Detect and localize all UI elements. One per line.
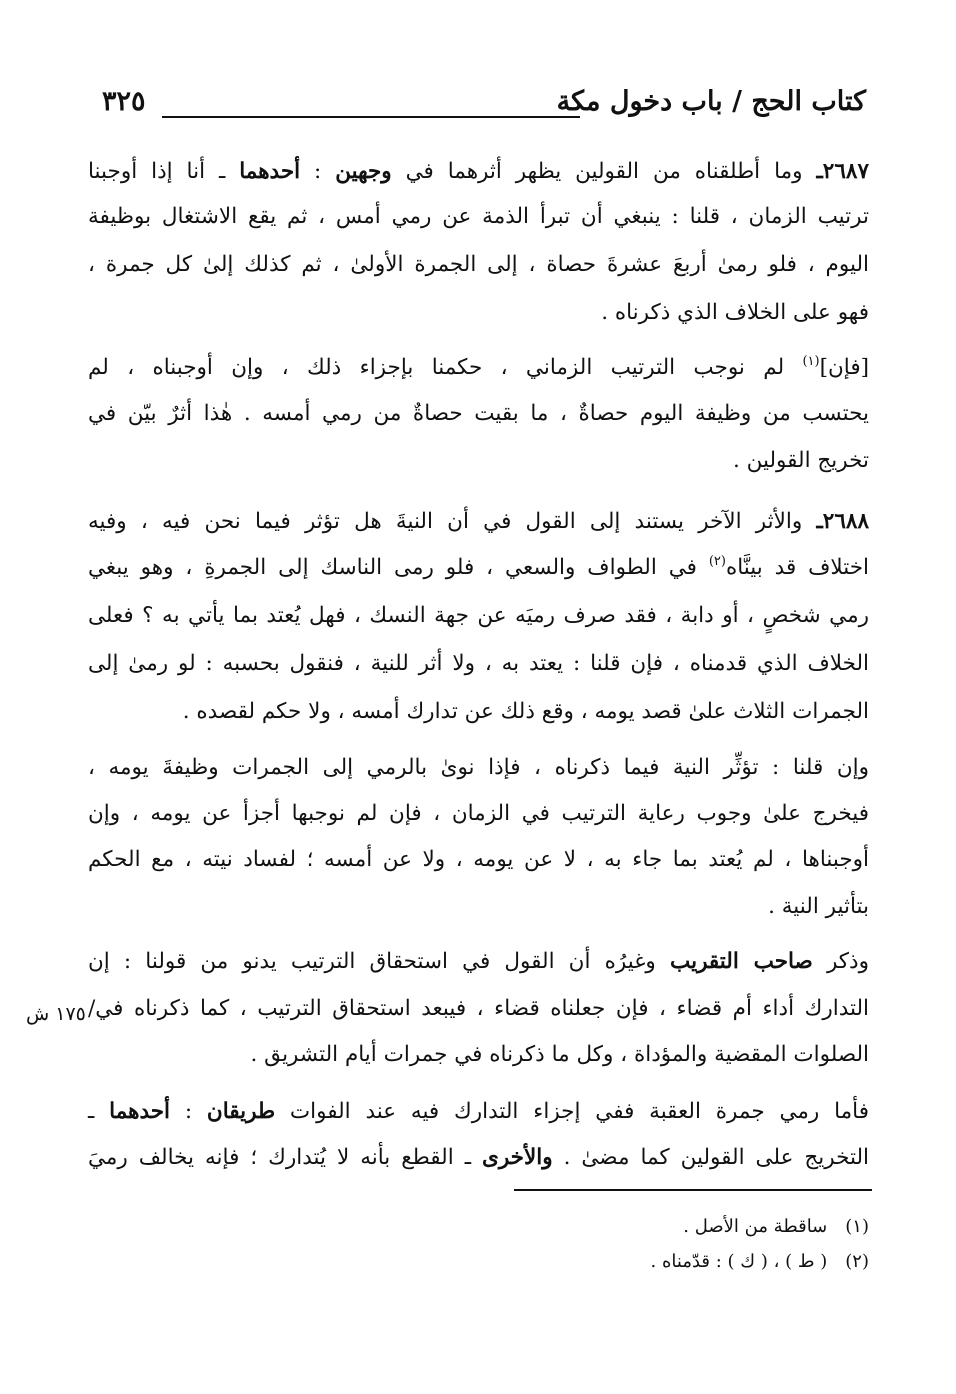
text-run: رمي شخصٍ ، أو دابة ، فقد صرف رميَه عن جهة النسك ، فهل يُعتد بما يأتي به ؟ فعلى [88,603,869,628]
text-line [88,887,869,927]
text-run: والأثر الآخر يستند إلى القول في أن النيةَ هل تؤثر فيما نحن فيه ، وفيه [88,509,817,534]
footnote-number: (١) [845,1216,869,1237]
footnote-reference: (٢) [708,554,726,569]
running-title: كتاب الحج / باب دخول مكة [556,86,866,117]
text-line [88,197,869,237]
text-run: لم نوجب الترتيب الزماني ، حكمنا بإجزاء ذلك ، وإن أوجبناه ، لم [88,355,803,380]
text-run: فأما رمي جمرة العقبة ففي إجزاء التدارك فيه عند الفوات [275,1099,870,1124]
header-rule [162,116,580,118]
text-run: بتأثير النية . [768,894,869,919]
footnote-reference: (١) [802,354,820,369]
text-line [88,548,869,588]
text-run: التخريج على القولين كما مضىٰ . [552,1145,870,1170]
text-line [88,748,869,788]
text-line [88,644,869,684]
bold-term: أحدهما [239,159,301,184]
text-run: ـ أنا إذا أوجبنا [88,159,240,184]
text-run: يحتسب من وظيفة اليوم حصاةٌ ، ما بقيت حصاةٌ من رمي أمسه . هٰذا أثرٌ بيّن في [88,401,869,426]
text-line [88,502,869,542]
text-run: الصلوات المقضية والمؤداة ، وكل ما ذكرناه في جمرات أيام التشريق . [250,1042,869,1067]
text-line [88,245,869,285]
text-line [88,596,869,636]
bold-term: والأخرى [481,1145,553,1170]
text-line [88,989,869,1029]
text-line [88,1035,869,1075]
text-run: التدارك أداء أم قضاء ، فإن جعلناه قضاء ، فيبعد استحقاق الترتيب ، كما ذكرناه في/ [88,996,869,1021]
text-line [88,152,869,192]
margin-note: ١٧٥ ش [26,1003,86,1025]
text-run: وذكر [812,949,870,974]
footnote-number: (٢) [845,1251,869,1272]
bold-term: أحدهما [109,1099,171,1124]
text-line [88,441,869,481]
text-line [88,293,869,333]
footnote-text: ( ط ) ، ( ك ) : قدّمناه . [650,1251,828,1272]
text-run: اختلاف قد بينَّاه [725,555,869,580]
bold-term: طريقان [206,1099,276,1124]
text-run: : [170,1099,207,1124]
text-run: : [300,159,336,184]
text-run: اليوم ، فلو رمىٰ أربعَ عشرةَ حصاة ، إلى الجمرة الأولىٰ ، ثم كذلك إلىٰ كل جمرة ، [88,252,869,277]
footnote-text: ساقطة من الأصل . [683,1216,828,1237]
bold-term: وجهين [335,159,392,184]
text-run: وغيرُه أن القول في استحقاق الترتيب يدنو من قولنا : إن [88,949,670,974]
bold-term: صاحب التقريب [669,949,813,974]
text-run: الجمرات الثلاث علىٰ قصد يومه ، وقع ذلك عن تدارك أمسه ، ولا حكم لقصده . [182,699,869,724]
text-run: تخريج القولين . [732,448,869,473]
text-line [88,348,869,388]
text-line [88,942,869,982]
text-line [88,692,869,732]
footnote-2 [88,1247,869,1277]
text-line [88,394,869,434]
text-run: وإن قلنا : تؤثِّر النية فيما ذكرناه ، فإذا نوىٰ بالرمي إلى الجمرات وظيفةَ يومه ، [88,755,869,780]
text-run: [فإن] [819,355,869,380]
page-number: ٣٢٥ [102,86,146,117]
bold-term: ٢٦٨٨ـ [816,509,869,534]
text-run: الخلاف الذي قدمناه ، فإن قلنا : يعتد به ، ولا أثر للنية ، فنقول بحسبه : لو رمىٰ إلى [88,651,869,676]
text-line [88,1092,869,1132]
footnote-1 [88,1212,869,1242]
text-run: فهو على الخلاف الذي ذكرناه . [601,300,869,325]
text-run: فيخرج علىٰ وجوب رعاية الترتيب في الزمان ، فإن لم نوجبها أجزأ عن يومه ، وإن [88,801,869,826]
text-line [88,1138,869,1178]
bold-term: ٢٦٨٧ـ [816,159,869,184]
footnote-rule [514,1189,872,1191]
text-line [88,840,869,880]
text-run: ـ القطع بأنه لا يُتدارك ؛ فإنه يخالف رميَ [88,1145,482,1170]
text-run: في الطواف والسعي ، فلو رمى الناسك إلى الجمرةِ ، وهو يبغي [88,555,709,580]
text-run: ـ [88,1099,110,1124]
text-run: ترتيب الزمان ، قلنا : ينبغي أن تبرأ الذمة عن رمي أمس ، ثم يقع الاشتغال بوظيفة [88,204,869,229]
text-line [88,794,869,834]
text-run: أوجبناها ، لم يُعتد بما جاء به ، لا عن يومه ، ولا عن أمسه ؛ لفساد نيته ، مع الحكم [88,847,870,872]
text-run: وما أطلقناه من القولين يظهر أثرهما في [391,159,817,184]
